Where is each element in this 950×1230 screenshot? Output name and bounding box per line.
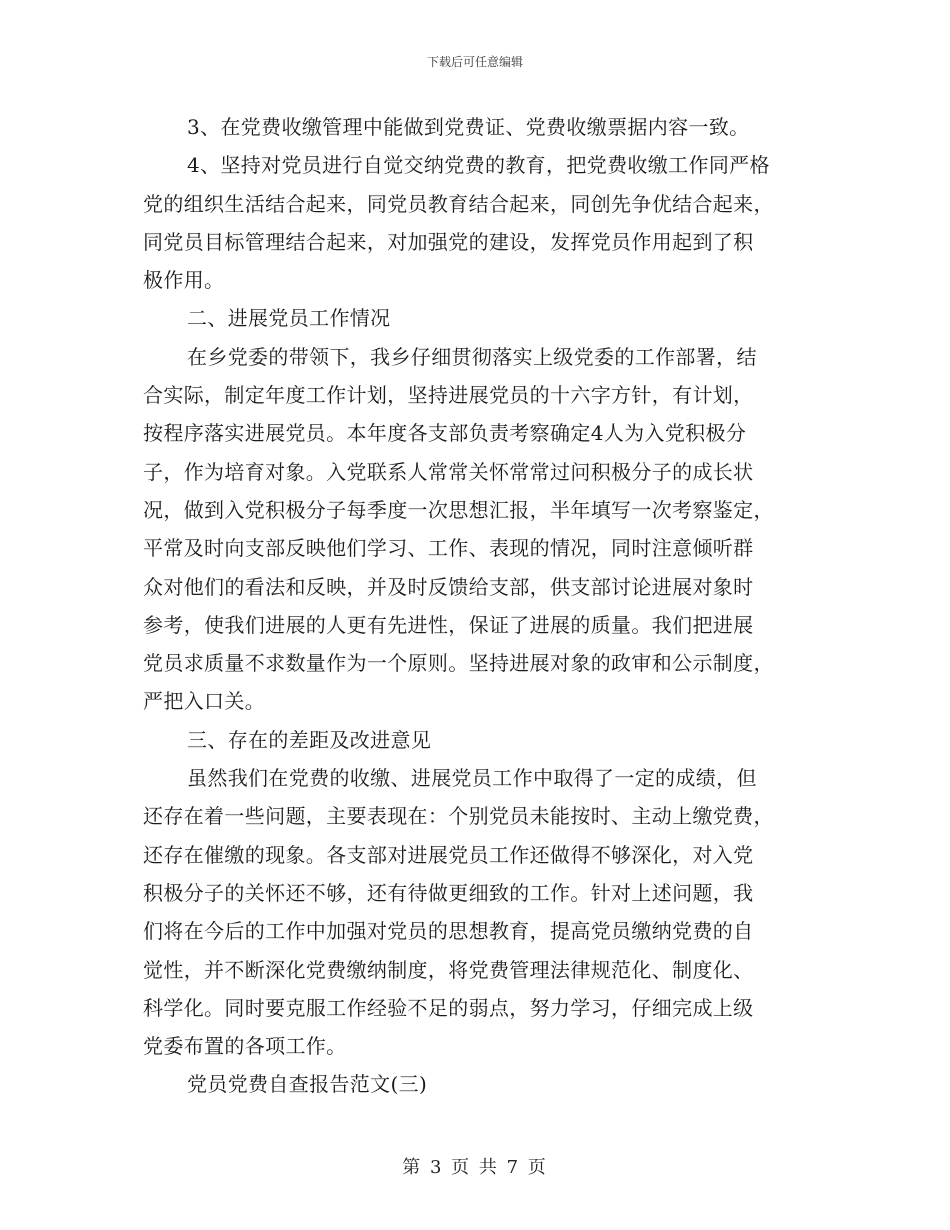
text-line: 三、存在的差距及改进意见 [187, 727, 432, 752]
text-line: 党员党费自查报告范文(三) [187, 1072, 428, 1097]
text-line: 们将在今后的工作中加强对党员的思想教育，提高党员缴纳党费的自 [143, 919, 754, 944]
text-line: 同党员目标管理结合起来，对加强党的建设，发挥党员作用起到了积 [143, 229, 754, 254]
text-line: 还存在着一些问题，主要表现在：个别党员未能按时、主动上缴党费， [143, 804, 774, 829]
text-line: 众对他们的看法和反映，并及时反馈给支部，供支部讨论进展对象时 [143, 574, 754, 599]
header-note: 下载后可任意编辑 [426, 55, 523, 69]
text-line: 平常及时向支部反映他们学习、工作、表现的情况，同时注意倾听群 [143, 536, 754, 561]
document-body [143, 108, 807, 1104]
text-line: 3、在党费收缴管理中能做到党费证、党费收缴票据内容一致。 [187, 115, 750, 139]
text-line: 科学化。同时要克服工作经验不足的弱点，努力学习，仔细完成上级 [143, 995, 754, 1020]
text-line: 合实际，制定年度工作计划，坚持进展党员的十六字方针，有计划， [143, 383, 754, 408]
text-line: 党的组织生活结合起来，同党员教育结合起来，同创先争优结合起来， [143, 191, 774, 216]
text-line: 子，作为培育对象。入党联系人常常关怀常常过问积极分子的成长状 [143, 459, 754, 484]
text-line: 参考，使我们进展的人更有先进性，保证了进展的质量。我们把进展 [143, 612, 754, 637]
text-line: 极作用。 [143, 268, 225, 293]
text-line: 况，做到入党积极分子每季度一次思想汇报，半年填写一次考察鉴定， [143, 497, 774, 522]
text-line: 还存在催缴的现象。各支部对进展党员工作还做得不够深化，对入党 [143, 842, 754, 867]
text-line: 积极分子的关怀还不够，还有待做更细致的工作。针对上述问题，我 [143, 880, 754, 905]
text-line: 在乡党委的带领下，我乡仔细贯彻落实上级党委的工作部署，结 [187, 344, 757, 369]
text-line: 党委布置的各项工作。 [143, 1034, 347, 1059]
text-line: 按程序落实进展党员。本年度各支部负责考察确定4人为入党积极分 [143, 421, 747, 446]
text-line: 4、坚持对党员进行自觉交纳党费的教育，把党费收缴工作同严格 [187, 153, 770, 178]
text-line: 严把入口关。 [143, 689, 266, 714]
text-line: 虽然我们在党费的收缴、进展党员工作中取得了一定的成绩，但 [187, 766, 757, 791]
text-line: 二、进展党员工作情况 [187, 306, 391, 331]
text-line: 党员求质量不求数量作为一个原则。坚持进展对象的政审和公示制度， [143, 651, 774, 676]
text-line: 觉性，并不断深化党费缴纳制度，将党费管理法律规范化、制度化、 [143, 957, 754, 982]
page-number-footer: 第 3 页 共 7 页 [402, 1157, 548, 1178]
